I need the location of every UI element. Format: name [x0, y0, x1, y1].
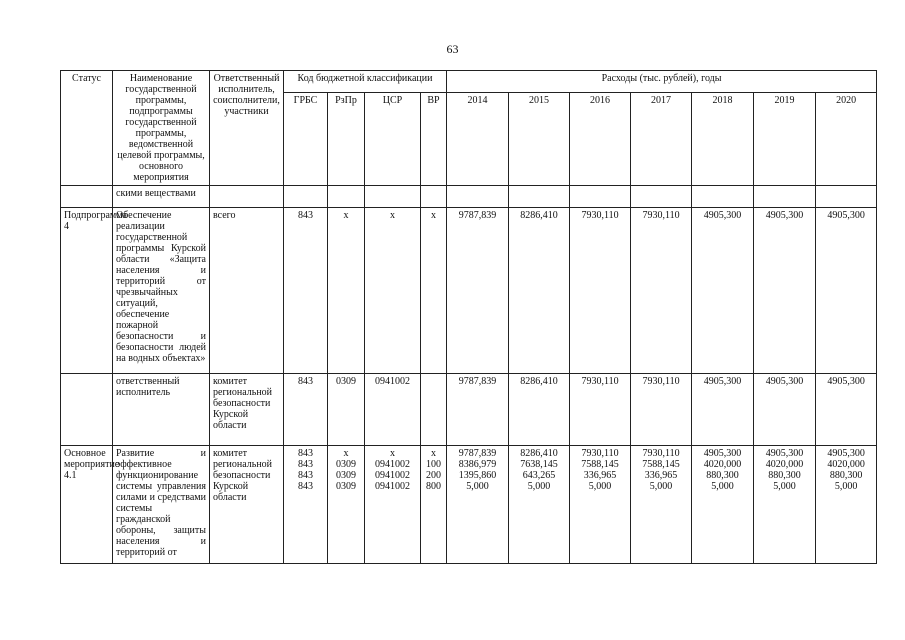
rzpr-cell — [328, 186, 365, 208]
cell-value: 4020,000 — [765, 459, 804, 470]
csr-cell — [365, 374, 421, 446]
cell-value: 0309 — [336, 470, 356, 481]
expense-cell — [509, 446, 570, 564]
vr-cell — [421, 446, 447, 564]
cell-value: х — [431, 210, 436, 221]
cell-value: 0941002 — [375, 376, 410, 387]
responsible-cell: всего — [210, 208, 284, 374]
cell-value: 880,300 — [706, 470, 739, 481]
responsible-cell — [210, 186, 284, 208]
cell-value: 8386,979 — [458, 459, 497, 470]
cell-value: 0941002 — [375, 459, 410, 470]
grbs-cell — [284, 374, 328, 446]
expense-cell — [816, 374, 877, 446]
expense-cell — [816, 446, 877, 564]
expense-cell — [447, 374, 509, 446]
cell-value: 7588,145 — [642, 459, 680, 470]
responsible-cell: комитет региональной безопасности Курской области — [210, 446, 284, 564]
expense-cell — [631, 446, 692, 564]
header-year-2015: 2015 — [509, 93, 570, 186]
expense-cell — [692, 208, 754, 374]
expense-cell — [692, 374, 754, 446]
expense-cell — [754, 208, 816, 374]
table-row — [61, 208, 877, 374]
expense-cell — [631, 208, 692, 374]
csr-cell — [365, 208, 421, 374]
program-name-cell: скими веществами — [113, 186, 210, 208]
header-budget-code: Код бюджетной классификации — [284, 71, 447, 93]
cell-value: 5,000 — [711, 481, 734, 492]
expense-cell — [816, 208, 877, 374]
cell-value: 7638,145 — [520, 459, 558, 470]
expense-cell — [570, 446, 631, 564]
expense-cell — [754, 446, 816, 564]
header-vr: ВР — [421, 93, 447, 186]
table-row — [61, 446, 877, 564]
cell-value: 9787,839 — [458, 376, 497, 387]
cell-value: х — [343, 210, 349, 221]
cell-value: 5,000 — [649, 481, 673, 492]
cell-value: 4905,300 — [765, 210, 804, 221]
cell-value: 9787,839 — [458, 448, 497, 459]
header-csr: ЦСР — [365, 93, 421, 186]
header-status: Статус — [61, 71, 113, 186]
cell-value: 843 — [298, 376, 313, 387]
cell-value: 4905,300 — [703, 376, 742, 387]
cell-value: 4905,300 — [703, 210, 742, 221]
expense-cell — [631, 186, 692, 208]
table-row — [61, 374, 877, 446]
cell-value: 7930,110 — [642, 376, 680, 387]
header-expenses: Расходы (тыс. рублей), годы — [447, 71, 877, 93]
cell-value: 8286,410 — [520, 376, 558, 387]
budget-table — [60, 70, 877, 564]
header-year-2020: 2020 — [816, 93, 877, 186]
vr-cell — [421, 374, 447, 446]
status-cell: Подпрограмма 4 — [61, 208, 113, 374]
cell-value: 880,300 — [829, 470, 863, 481]
cell-value: 843 — [298, 481, 313, 492]
program-name-cell: Развитие и эффективное функционирование системы управления силами и средствами системы гражданской обороны, защиты населения и территорий от — [113, 446, 210, 564]
cell-value: 1395,860 — [458, 470, 497, 481]
program-name-cell: Обеспечение реализации государственной программы Курской области «Защита населения и территорий от чрезвычайных ситуаций, обеспечение пожарной безопасности и безопасности людей на водных объектах» — [113, 208, 210, 374]
cell-value: 4905,300 — [827, 448, 865, 459]
cell-value: 4905,300 — [827, 210, 865, 221]
cell-value: 7930,110 — [642, 210, 680, 221]
cell-value: 7930,110 — [581, 448, 619, 459]
cell-value: 7588,145 — [581, 459, 619, 470]
cell-value: 8286,410 — [520, 210, 558, 221]
cell-value: 4905,300 — [765, 376, 804, 387]
header-program-name: Наименование государственной программы, подпрограммы государственной программы, ведомственной целевой программы, основного мероприятия — [113, 71, 210, 186]
cell-value: 4905,300 — [827, 376, 865, 387]
cell-value: 7930,110 — [642, 448, 680, 459]
cell-value: х — [390, 448, 395, 459]
header-responsible: Ответственный исполнитель, соисполнители, участники — [210, 71, 284, 186]
status-cell — [61, 374, 113, 446]
vr-cell — [421, 186, 447, 208]
header-year-2014: 2014 — [447, 93, 509, 186]
header-year-2016: 2016 — [570, 93, 631, 186]
cell-value: 336,965 — [583, 470, 617, 481]
cell-value: х — [431, 448, 436, 459]
cell-value: 843 — [298, 459, 313, 470]
expense-cell — [570, 186, 631, 208]
cell-value: 9787,839 — [458, 210, 497, 221]
cell-value: 4905,300 — [765, 448, 804, 459]
cell-value: 5,000 — [466, 481, 489, 492]
cell-value: 0309 — [336, 376, 356, 387]
expense-cell — [447, 208, 509, 374]
expense-cell — [447, 186, 509, 208]
cell-value: 0941002 — [375, 481, 410, 492]
rzpr-cell — [328, 208, 365, 374]
cell-value: 5,000 — [773, 481, 796, 492]
status-cell: Основное мероприятие 4.1 — [61, 446, 113, 564]
expense-cell — [509, 208, 570, 374]
cell-value: 4020,000 — [703, 459, 742, 470]
cell-value: 800 — [426, 481, 441, 492]
grbs-cell — [284, 186, 328, 208]
responsible-cell: комитет региональной безопасности Курской области — [210, 374, 284, 446]
cell-value: 5,000 — [588, 481, 612, 492]
cell-value: 0309 — [336, 481, 356, 492]
page-number: 63 — [446, 42, 459, 56]
cell-value: 8286,410 — [520, 448, 558, 459]
csr-cell — [365, 186, 421, 208]
cell-value: 336,965 — [644, 470, 678, 481]
rzpr-cell — [328, 374, 365, 446]
grbs-cell — [284, 446, 328, 564]
rzpr-cell — [328, 446, 365, 564]
expense-cell — [754, 374, 816, 446]
cell-value: х — [343, 448, 349, 459]
csr-cell — [365, 446, 421, 564]
cell-value: 843 — [298, 210, 313, 221]
expense-cell — [754, 186, 816, 208]
table-row — [61, 186, 877, 208]
cell-value: 4020,000 — [827, 459, 865, 470]
cell-value: 643,265 — [522, 470, 556, 481]
cell-value: 7930,110 — [581, 210, 619, 221]
cell-value: 4905,300 — [703, 448, 742, 459]
cell-value: 100 — [426, 459, 441, 470]
cell-value: 7930,110 — [581, 376, 619, 387]
header-year-2018: 2018 — [692, 93, 754, 186]
expense-cell — [570, 208, 631, 374]
program-name-cell: ответственный исполнитель — [113, 374, 210, 446]
cell-value: 200 — [426, 470, 441, 481]
grbs-cell — [284, 208, 328, 374]
cell-value: 5,000 — [834, 481, 858, 492]
vr-cell — [421, 208, 447, 374]
header-year-2019: 2019 — [754, 93, 816, 186]
expense-cell — [692, 186, 754, 208]
expense-cell — [509, 374, 570, 446]
header-year-2017: 2017 — [631, 93, 692, 186]
header-grbs: ГРБС — [284, 93, 328, 186]
expense-cell — [816, 186, 877, 208]
expense-cell — [692, 446, 754, 564]
header-rzpr: РзПр — [328, 93, 365, 186]
expense-cell — [447, 446, 509, 564]
cell-value: 0309 — [336, 459, 356, 470]
cell-value: х — [390, 210, 395, 221]
expense-cell — [570, 374, 631, 446]
cell-value: 843 — [298, 448, 313, 459]
cell-value: 0941002 — [375, 470, 410, 481]
cell-value: 843 — [298, 470, 313, 481]
expense-cell — [509, 186, 570, 208]
cell-value: 880,300 — [768, 470, 801, 481]
status-cell — [61, 186, 113, 208]
expense-cell — [631, 374, 692, 446]
cell-value: 5,000 — [527, 481, 551, 492]
